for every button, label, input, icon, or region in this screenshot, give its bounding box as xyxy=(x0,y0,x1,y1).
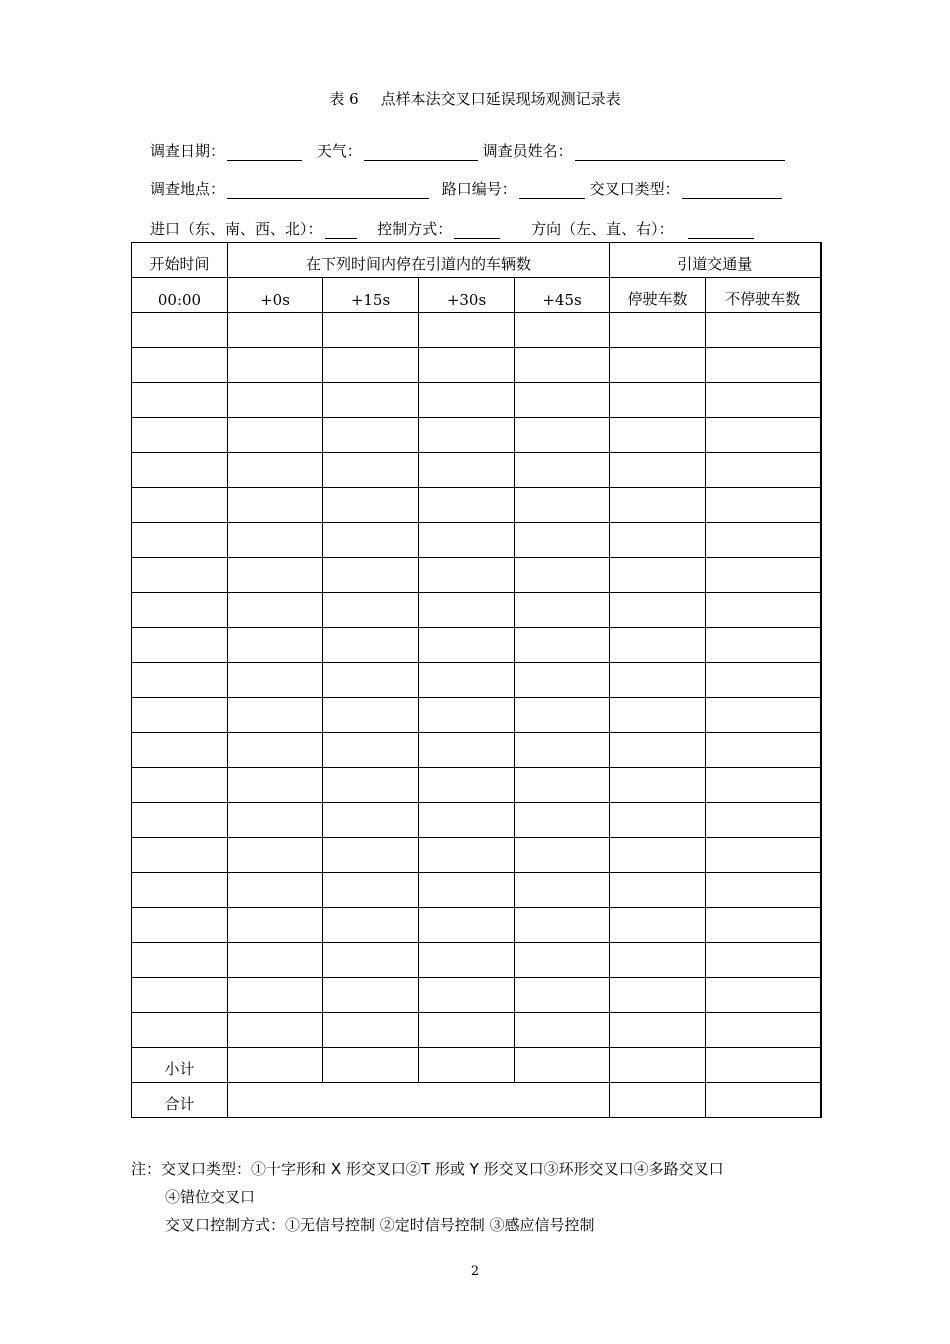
approach-label: 进口（东、南、西、北）： xyxy=(150,220,323,238)
approach-field[interactable] xyxy=(325,222,357,239)
table-cell[interactable] xyxy=(132,558,228,593)
table-cell[interactable] xyxy=(132,418,228,453)
subtotal-label: 小计 xyxy=(132,1048,228,1083)
table-cell[interactable] xyxy=(132,628,228,663)
table-cell[interactable] xyxy=(610,418,706,453)
table-row xyxy=(132,558,821,593)
table-cell[interactable] xyxy=(515,453,610,488)
table-row xyxy=(132,768,821,803)
table-cell[interactable] xyxy=(610,383,706,418)
table-cell[interactable] xyxy=(515,838,610,873)
table-cell[interactable] xyxy=(706,1083,821,1118)
table-cell[interactable] xyxy=(706,908,821,943)
table-cell[interactable] xyxy=(323,873,419,908)
table-cell[interactable] xyxy=(515,628,610,663)
table-row xyxy=(132,873,821,908)
note-text: 交叉口类型：①十字形和 xyxy=(161,1160,327,1178)
control-field[interactable] xyxy=(454,222,500,239)
table-cell[interactable] xyxy=(610,313,706,348)
table-row xyxy=(132,943,821,978)
table-cell[interactable] xyxy=(515,1048,610,1083)
table-cell[interactable] xyxy=(610,453,706,488)
field-row-3 xyxy=(150,218,754,239)
table-cell[interactable] xyxy=(706,838,821,873)
page-title xyxy=(0,88,950,109)
table-cell[interactable] xyxy=(132,593,228,628)
note-control-method: 交叉口控制方式：①无信号控制 ②定时信号控制 ③感应信号控制 xyxy=(165,1216,595,1234)
table-row xyxy=(132,593,821,628)
table-cell[interactable] xyxy=(419,453,515,488)
table-cell[interactable] xyxy=(515,488,610,523)
table-row xyxy=(132,348,821,383)
table-cell[interactable] xyxy=(323,943,419,978)
header-row-2 xyxy=(132,278,821,313)
table-cell[interactable] xyxy=(515,558,610,593)
table-cell[interactable] xyxy=(228,908,323,943)
surveyor-label: 调查员姓名： xyxy=(482,142,573,160)
table-cell[interactable] xyxy=(515,663,610,698)
table-cell[interactable] xyxy=(323,1048,419,1083)
table-cell[interactable] xyxy=(228,313,323,348)
table-cell[interactable] xyxy=(228,978,323,1013)
surveyor-field[interactable] xyxy=(575,144,785,161)
table-cell[interactable] xyxy=(515,698,610,733)
intersection-type-field[interactable] xyxy=(682,182,782,199)
table-cell[interactable] xyxy=(706,313,821,348)
table-cell[interactable] xyxy=(132,523,228,558)
time-header: 00:00 xyxy=(132,278,228,313)
table-cell[interactable] xyxy=(419,1048,515,1083)
table-cell[interactable] xyxy=(323,523,419,558)
table-cell[interactable] xyxy=(419,313,515,348)
table-cell[interactable] xyxy=(323,908,419,943)
table-cell[interactable] xyxy=(323,733,419,768)
table-cell[interactable] xyxy=(515,348,610,383)
table-row xyxy=(132,453,821,488)
control-label: 控制方式： xyxy=(377,220,453,238)
table-cell[interactable] xyxy=(515,873,610,908)
table-cell[interactable] xyxy=(419,873,515,908)
table-cell[interactable] xyxy=(515,978,610,1013)
table-cell[interactable] xyxy=(419,383,515,418)
table-cell[interactable] xyxy=(610,943,706,978)
table-cell[interactable] xyxy=(132,488,228,523)
table-cell[interactable] xyxy=(228,523,323,558)
table-row xyxy=(132,733,821,768)
table-cell[interactable] xyxy=(132,978,228,1013)
observation-table xyxy=(131,242,822,1118)
intersection-no-label: 路口编号： xyxy=(441,180,517,198)
table-cell[interactable] xyxy=(228,698,323,733)
table-cell[interactable] xyxy=(132,803,228,838)
table-body xyxy=(132,313,821,1048)
table-cell[interactable] xyxy=(323,628,419,663)
interval-45s-header: +45s xyxy=(515,278,610,313)
table-cell[interactable] xyxy=(132,453,228,488)
table-cell[interactable] xyxy=(323,453,419,488)
interval-0s-header: +0s xyxy=(228,278,323,313)
table-cell[interactable] xyxy=(515,733,610,768)
notes xyxy=(131,1155,724,1239)
table-cell[interactable] xyxy=(323,593,419,628)
table-cell[interactable] xyxy=(610,733,706,768)
table-cell[interactable] xyxy=(132,768,228,803)
table-cell[interactable] xyxy=(706,873,821,908)
location-label: 调查地点： xyxy=(150,180,226,198)
table-cell[interactable] xyxy=(228,803,323,838)
table-cell[interactable] xyxy=(706,803,821,838)
table-cell[interactable] xyxy=(323,663,419,698)
table-cell[interactable] xyxy=(419,348,515,383)
table-cell[interactable] xyxy=(610,523,706,558)
table-cell[interactable] xyxy=(228,768,323,803)
table-cell[interactable] xyxy=(706,1048,821,1083)
field-row-2 xyxy=(150,178,782,199)
table-cell[interactable] xyxy=(706,418,821,453)
table-cell[interactable] xyxy=(706,698,821,733)
table-cell[interactable] xyxy=(515,943,610,978)
not-stopped-count-header: 不停驶车数 xyxy=(706,278,821,313)
table-cell[interactable] xyxy=(706,558,821,593)
table-cell[interactable] xyxy=(610,803,706,838)
table-cell[interactable] xyxy=(132,733,228,768)
table-cell[interactable] xyxy=(228,593,323,628)
direction-label: 方向（左、直、右）： xyxy=(531,220,674,238)
table-cell[interactable] xyxy=(515,768,610,803)
table-cell[interactable] xyxy=(706,593,821,628)
table-cell[interactable] xyxy=(228,733,323,768)
table-cell[interactable] xyxy=(419,768,515,803)
table-cell[interactable] xyxy=(610,558,706,593)
table-cell[interactable] xyxy=(610,978,706,1013)
interval-30s-header: +30s xyxy=(419,278,515,313)
table-cell[interactable] xyxy=(419,488,515,523)
table-cell[interactable] xyxy=(323,558,419,593)
table-cell[interactable] xyxy=(132,1013,228,1048)
table-cell[interactable] xyxy=(323,768,419,803)
table-cell[interactable] xyxy=(323,418,419,453)
table-cell[interactable] xyxy=(706,488,821,523)
table-cell[interactable] xyxy=(610,873,706,908)
table-cell[interactable] xyxy=(132,698,228,733)
table-row xyxy=(132,803,821,838)
table-row xyxy=(132,908,821,943)
table-cell[interactable] xyxy=(132,908,228,943)
table-cell[interactable] xyxy=(706,348,821,383)
table-cell[interactable] xyxy=(515,1013,610,1048)
table-cell[interactable] xyxy=(419,943,515,978)
table-cell[interactable] xyxy=(228,1013,323,1048)
table-cell[interactable] xyxy=(515,523,610,558)
table-number: 表 6 xyxy=(329,90,359,108)
note-text: 形交叉口② xyxy=(345,1160,421,1178)
intersection-no-field[interactable] xyxy=(519,182,585,199)
table-cell[interactable] xyxy=(132,873,228,908)
note-text: T xyxy=(420,1160,431,1178)
table-row xyxy=(132,628,821,663)
table-cell[interactable] xyxy=(419,523,515,558)
table-cell[interactable] xyxy=(515,383,610,418)
table-cell[interactable] xyxy=(515,908,610,943)
table-cell[interactable] xyxy=(228,873,323,908)
approach-volume-header: 引道交通量 xyxy=(610,243,821,278)
table-cell[interactable] xyxy=(706,523,821,558)
table-row xyxy=(132,698,821,733)
note-text: X xyxy=(330,1160,342,1178)
table-cell[interactable] xyxy=(610,348,706,383)
table-cell[interactable] xyxy=(706,453,821,488)
table-cell[interactable] xyxy=(610,838,706,873)
stopped-vehicles-header: 在下列时间内停在引道内的车辆数 xyxy=(228,243,610,278)
table-cell[interactable] xyxy=(610,768,706,803)
stopped-count-header: 停驶车数 xyxy=(610,278,706,313)
note-intersection-type-cont: ④错位交叉口 xyxy=(165,1188,256,1206)
table-cell[interactable] xyxy=(706,383,821,418)
table-cell[interactable] xyxy=(228,663,323,698)
table-cell[interactable] xyxy=(228,383,323,418)
table-cell[interactable] xyxy=(228,838,323,873)
table-row xyxy=(132,663,821,698)
table-row xyxy=(132,383,821,418)
table-cell[interactable] xyxy=(419,803,515,838)
table-row xyxy=(132,313,821,348)
table-cell[interactable] xyxy=(706,663,821,698)
total-label: 合计 xyxy=(132,1083,228,1118)
table-title: 点样本法交叉口延误现场观测记录表 xyxy=(380,90,621,108)
table-cell[interactable] xyxy=(419,663,515,698)
table-cell[interactable] xyxy=(132,348,228,383)
header-row-1 xyxy=(132,243,821,278)
table-cell[interactable] xyxy=(610,1013,706,1048)
page-number: 2 xyxy=(470,1264,480,1279)
total-row xyxy=(132,1083,821,1118)
table-cell[interactable] xyxy=(419,558,515,593)
table-cell[interactable] xyxy=(419,418,515,453)
table-cell[interactable] xyxy=(419,628,515,663)
table-cell[interactable] xyxy=(610,698,706,733)
table-cell[interactable] xyxy=(610,1083,706,1118)
table-cell[interactable] xyxy=(706,1013,821,1048)
table-cell[interactable] xyxy=(610,593,706,628)
table-row xyxy=(132,488,821,523)
table-cell[interactable] xyxy=(132,313,228,348)
table-cell[interactable] xyxy=(706,733,821,768)
table-cell[interactable] xyxy=(323,488,419,523)
table-cell[interactable] xyxy=(323,803,419,838)
table-cell[interactable] xyxy=(228,418,323,453)
table-row xyxy=(132,523,821,558)
table-cell[interactable] xyxy=(228,943,323,978)
table-cell[interactable] xyxy=(228,1048,323,1083)
table-cell[interactable] xyxy=(515,418,610,453)
table-cell[interactable] xyxy=(419,733,515,768)
survey-date-label: 调查日期： xyxy=(150,142,226,160)
note-prefix: 注： xyxy=(131,1160,162,1178)
table-cell[interactable] xyxy=(228,1083,610,1118)
table-cell[interactable] xyxy=(323,313,419,348)
table-row xyxy=(132,1013,821,1048)
table-cell[interactable] xyxy=(323,978,419,1013)
table-cell[interactable] xyxy=(515,593,610,628)
table-cell[interactable] xyxy=(323,348,419,383)
table-cell[interactable] xyxy=(228,453,323,488)
table-cell[interactable] xyxy=(419,838,515,873)
table-cell[interactable] xyxy=(132,663,228,698)
note-text: 形或 xyxy=(434,1160,465,1178)
table-cell[interactable] xyxy=(419,908,515,943)
table-cell[interactable] xyxy=(132,943,228,978)
table-cell[interactable] xyxy=(132,838,228,873)
start-time-header: 开始时间 xyxy=(132,243,228,278)
table-row xyxy=(132,838,821,873)
table-cell[interactable] xyxy=(132,383,228,418)
note-text: Y xyxy=(469,1160,479,1178)
table-cell[interactable] xyxy=(610,663,706,698)
note-text: 形交叉口③环形交叉口④多路交叉口 xyxy=(483,1160,724,1178)
table-cell[interactable] xyxy=(419,698,515,733)
table-cell[interactable] xyxy=(610,908,706,943)
table-cell[interactable] xyxy=(515,803,610,838)
weather-field[interactable] xyxy=(364,144,478,161)
field-row-1 xyxy=(150,140,785,161)
weather-label: 天气： xyxy=(316,142,362,160)
table-cell[interactable] xyxy=(323,383,419,418)
table-cell[interactable] xyxy=(323,838,419,873)
table-cell[interactable] xyxy=(419,593,515,628)
table-cell[interactable] xyxy=(706,768,821,803)
table-cell[interactable] xyxy=(706,943,821,978)
table-cell[interactable] xyxy=(228,628,323,663)
table-cell[interactable] xyxy=(419,978,515,1013)
table-cell[interactable] xyxy=(706,628,821,663)
interval-15s-header: +15s xyxy=(323,278,419,313)
table-cell[interactable] xyxy=(515,313,610,348)
table-cell[interactable] xyxy=(610,488,706,523)
subtotal-row xyxy=(132,1048,821,1083)
table-cell[interactable] xyxy=(419,1013,515,1048)
table-row xyxy=(132,978,821,1013)
location-field[interactable] xyxy=(227,182,429,199)
table-cell[interactable] xyxy=(228,348,323,383)
table-row xyxy=(132,418,821,453)
intersection-type-label: 交叉口类型： xyxy=(589,180,680,198)
table-cell[interactable] xyxy=(228,488,323,523)
table-cell[interactable] xyxy=(323,698,419,733)
note-intersection-type xyxy=(131,1155,724,1183)
table-cell[interactable] xyxy=(610,628,706,663)
table-cell[interactable] xyxy=(610,1048,706,1083)
survey-date-field[interactable] xyxy=(227,144,302,161)
table-cell[interactable] xyxy=(323,1013,419,1048)
table-cell[interactable] xyxy=(228,558,323,593)
table-cell[interactable] xyxy=(706,978,821,1013)
direction-field[interactable] xyxy=(688,222,754,239)
